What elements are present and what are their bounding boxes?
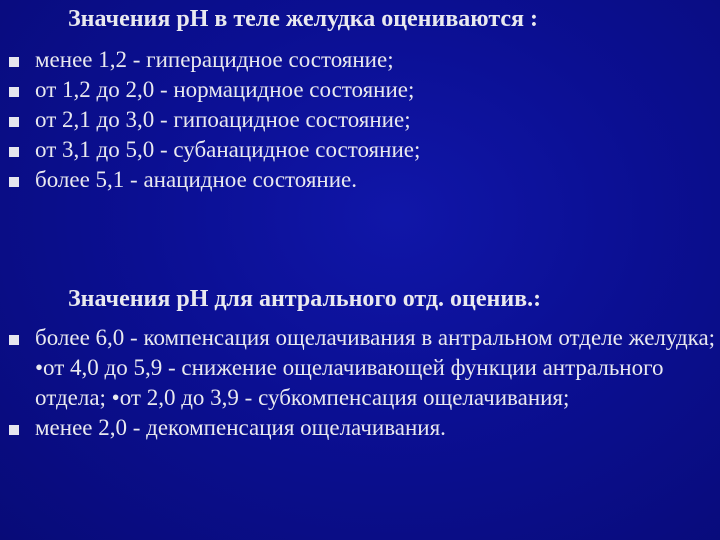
square-bullet-icon: [9, 87, 19, 97]
square-bullet-icon: [9, 57, 19, 67]
list-item-text: менее 1,2 - гиперацидное состояние;: [35, 47, 394, 72]
list-item: [0, 75, 715, 105]
square-bullet-icon: [9, 335, 19, 345]
section-1-list: [0, 45, 715, 195]
list-item: [0, 165, 715, 195]
list-item: [0, 413, 715, 443]
section-2-heading: Значения рН для антрального отд. оценив.:: [68, 286, 542, 312]
list-item-text: более 6,0 - компенсация ощелачивания в антральном отделе желудка; •от 4,0 до 5,9 - снижение ощелачивающей функции антрального отдела; •от 2,0 до 3,9 - субкомпенсация ощелачивания;: [35, 325, 716, 410]
list-item-text: от 2,1 до 3,0 - гипоацидное состояние;: [35, 107, 411, 132]
section-1-heading: Значения рН в теле желудка оцениваются :: [68, 6, 539, 32]
list-item: [0, 135, 715, 165]
square-bullet-icon: [9, 117, 19, 127]
square-bullet-icon: [9, 177, 19, 187]
square-bullet-icon: [9, 147, 19, 157]
list-item: [0, 45, 715, 75]
square-bullet-icon: [9, 425, 19, 435]
section-2-list: [0, 323, 715, 443]
list-item: [0, 105, 715, 135]
list-item-text: менее 2,0 - декомпенсация ощелачивания.: [35, 415, 446, 440]
list-item-text: от 3,1 до 5,0 - субанацидное состояние;: [35, 137, 421, 162]
list-item-text: от 1,2 до 2,0 - нормацидное состояние;: [35, 77, 415, 102]
list-item: [0, 323, 715, 413]
list-item-text: более 5,1 - анацидное состояние.: [35, 167, 357, 192]
